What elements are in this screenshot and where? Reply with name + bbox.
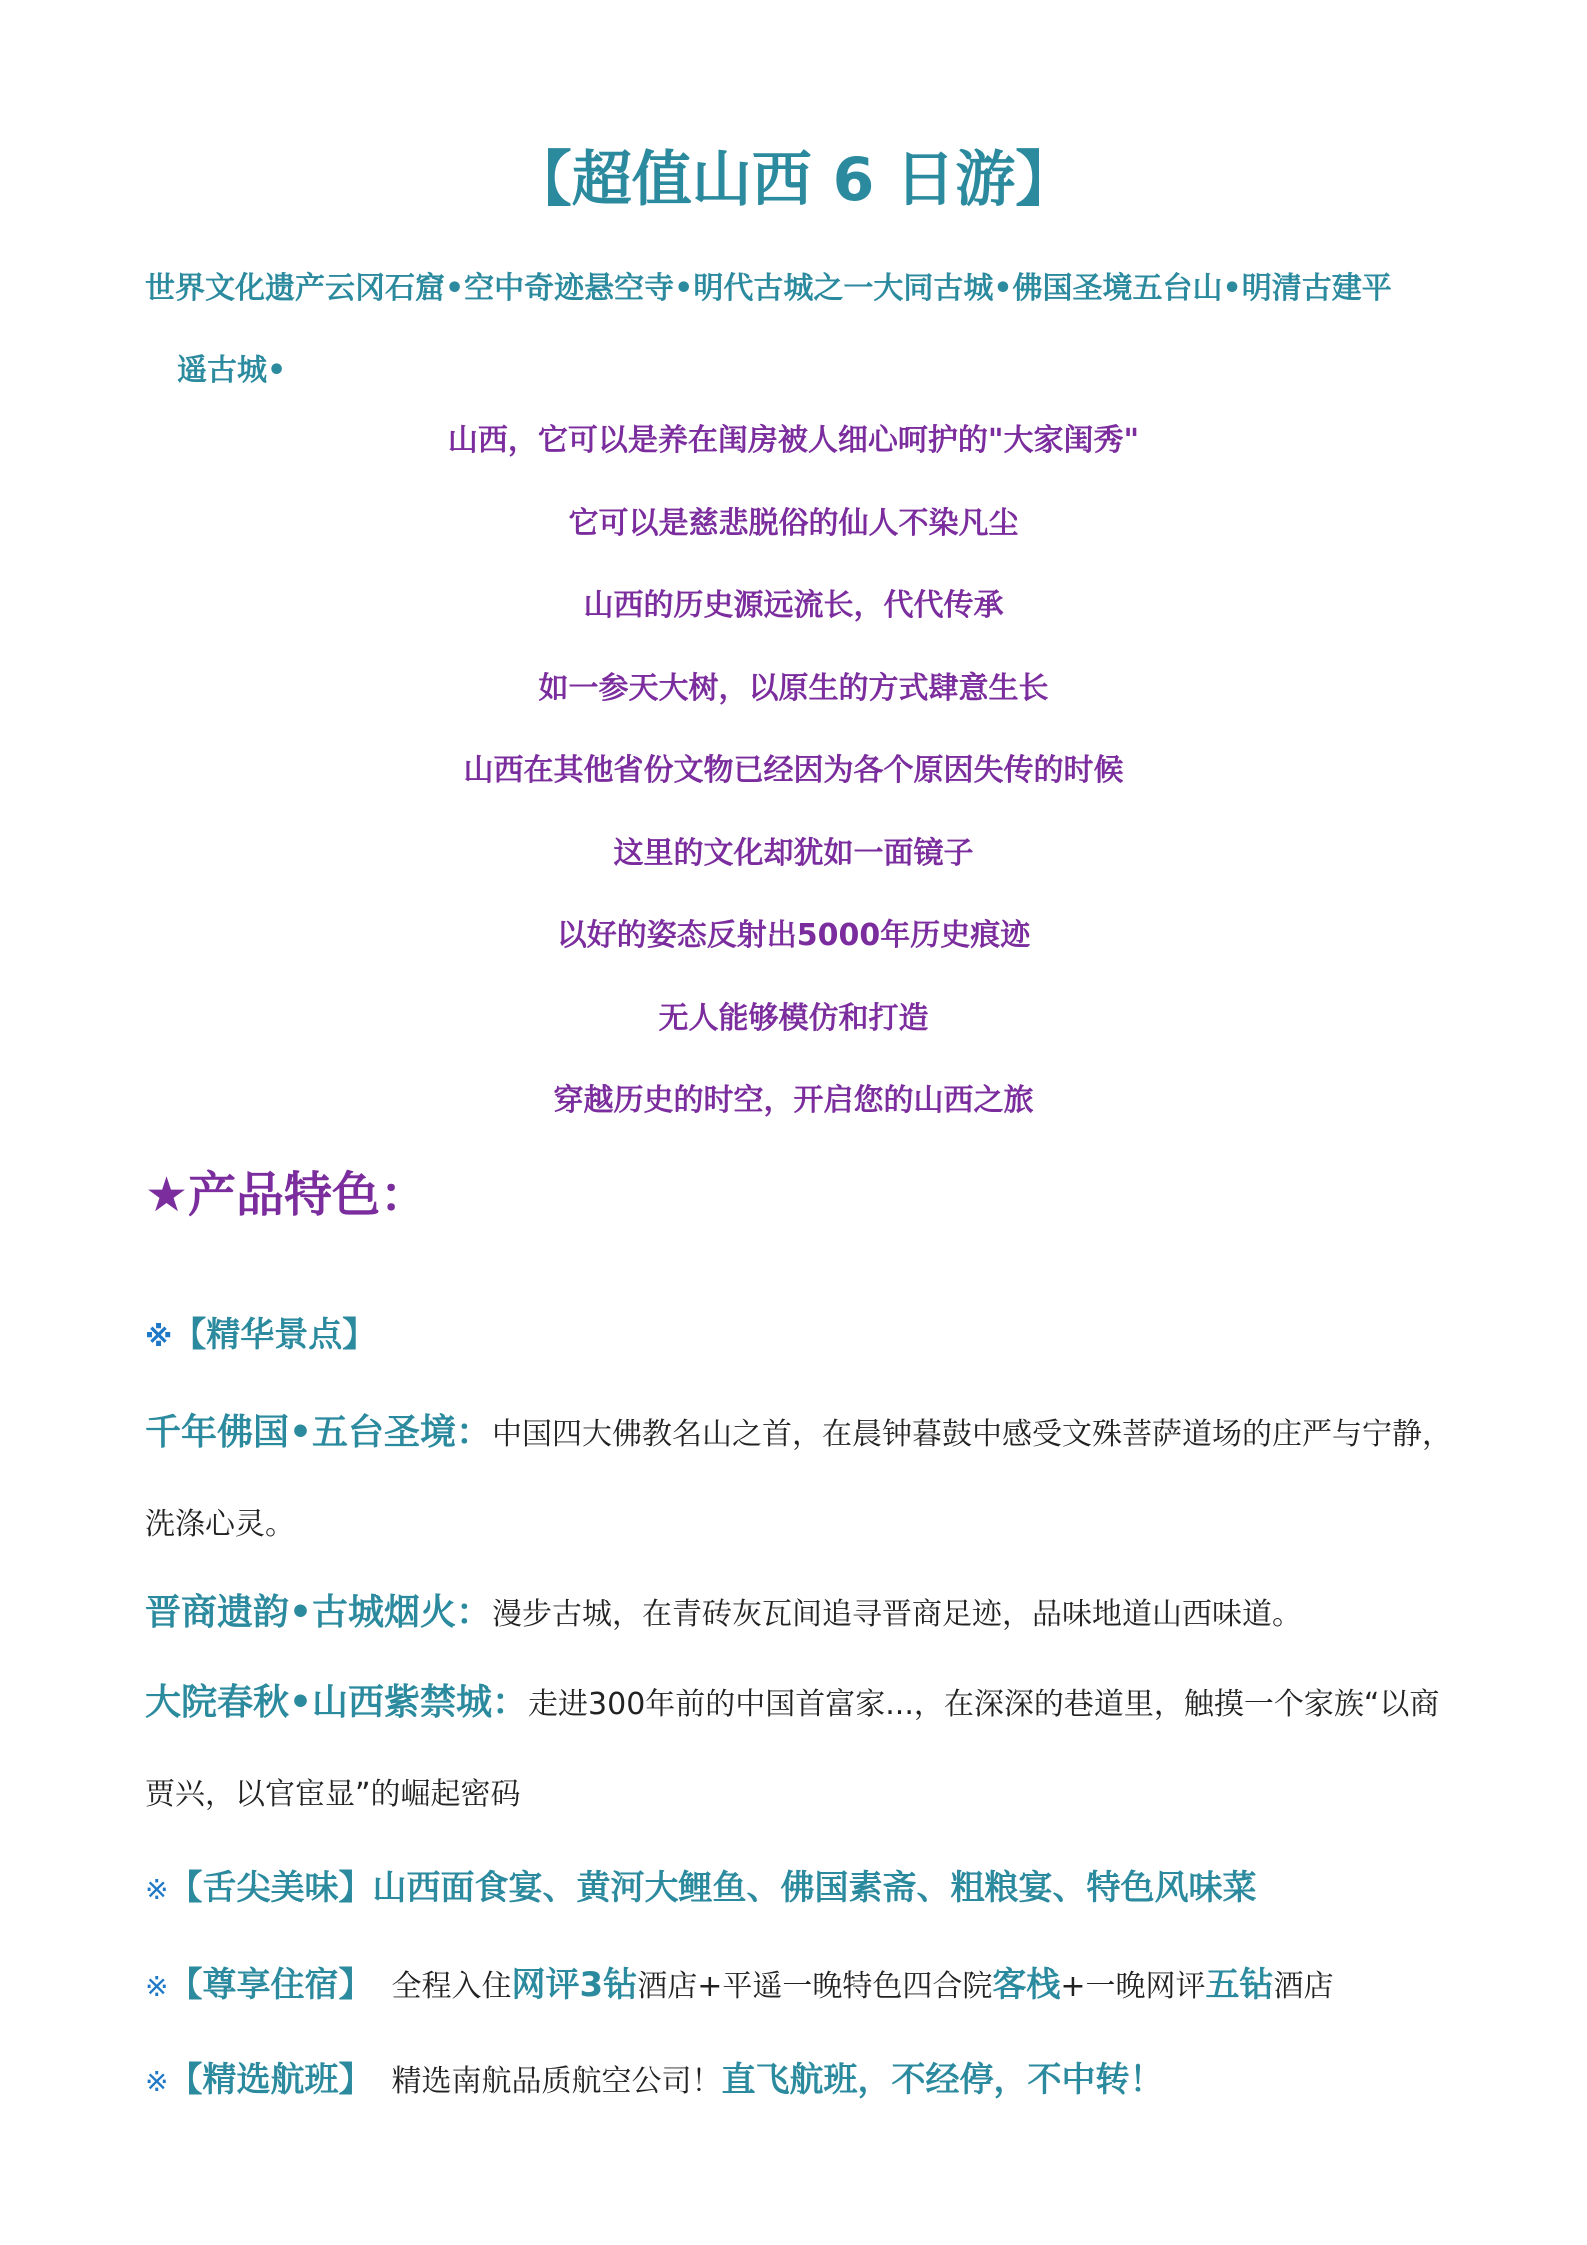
subtitle-line-2: 遥古城• (177, 353, 287, 388)
features-heading: ★产品特色： (145, 1167, 429, 1223)
hotel-text: 酒店+平遥一晚特色四合院 (637, 1969, 993, 2004)
food-section (145, 1858, 1545, 1920)
hotel-text: 全程入住 (391, 1969, 512, 2004)
scenic-heading: 【精华景点】 (172, 1315, 377, 1355)
subtitle-line-1: 世界文化遗产云冈石窟•空中奇迹悬空寺•明代古城之一大同古城•佛国圣境五台山•明清古建平 (145, 271, 1392, 306)
flight-section (145, 2050, 1545, 2112)
poem-line: 如一参天大树，以原生的方式肆意生长 (538, 670, 1049, 706)
scenic-item-title: 千年佛国•五台圣境： (145, 1412, 493, 1453)
scenic-item-title: 大院春秋•山西紫禁城： (145, 1682, 529, 1723)
poem-line: 山西在其他省份文物已经因为各个原因失传的时候 (463, 753, 1124, 788)
reference-mark-icon: ※ (145, 1970, 169, 2003)
hotel-highlight: 客栈 (992, 1965, 1061, 2005)
reference-mark-icon: ※ (145, 1320, 173, 1353)
poem-line: 无人能够模仿和打造 (658, 1000, 929, 1036)
scenic-item-title: 晋商遗韵•古城烟火： (145, 1592, 493, 1633)
scenic-item-desc: 中国四大佛教名山之首，在晨钟暮鼓中感受文殊菩萨道场的庄严与宁静，洗涤心灵。 (145, 1417, 1453, 1542)
poem-line: 山西的历史源远流长，代代传承 (583, 588, 1004, 623)
hotel-highlight: 五钻 (1205, 1965, 1274, 2005)
hotel-text: +一晚网评 (1060, 1969, 1206, 2004)
food-heading: 【舌尖美味】 (168, 1868, 373, 1908)
flight-heading: 【精选航班】 (168, 2060, 373, 2100)
poem-line: 它可以是慈悲脱俗的仙人不染凡尘 (568, 505, 1019, 541)
scenic-item-courtyard (145, 1658, 1465, 1840)
scenic-item-wutai (145, 1388, 1465, 1570)
subtitle (145, 248, 1465, 412)
poem-line: 以好的姿态反射出5000年历史痕迹 (556, 918, 1031, 953)
scenic-item-ancient-city (145, 1568, 1465, 1660)
poem-line: 这里的文化却犹如一面镜子 (613, 835, 974, 871)
scenic-item-desc: 漫步古城，在青砖灰瓦间追寻晋商足迹，品味地道山西味道。 (492, 1597, 1303, 1632)
poem-line: 穿越历史的时空，开启您的山西之旅 (553, 1083, 1034, 1118)
reference-mark-icon: ※ (145, 1873, 169, 1906)
scenic-item-desc: 走进300年前的中国首富家...，在深深的巷道里，触摸一个家族“以商贾兴，以官宦显”的崛起密码 (145, 1687, 1440, 1812)
hotel-section (145, 1955, 1545, 2017)
hotel-text: 酒店 (1273, 1969, 1334, 2004)
hotel-heading: 【尊享住宿】 (168, 1965, 373, 2005)
intro-poem (0, 400, 1587, 1143)
page-title: 【超值山西 6 日游】 (511, 145, 1076, 215)
poem-line: 山西，它可以是养在闺房被人细心呵护的"大家闺秀" (447, 423, 1140, 458)
food-list: 山西面食宴、黄河大鲤鱼、佛国素斋、粗粮宴、特色风味菜 (372, 1868, 1257, 1908)
flight-highlight: 直飞航班，不经停，不中转！ (721, 2060, 1164, 2100)
flight-text: 精选南航品质航空公司！ (391, 2064, 722, 2099)
reference-mark-icon: ※ (145, 2065, 169, 2098)
hotel-highlight: 网评3钻 (511, 1965, 638, 2005)
scenic-section-heading (145, 1305, 1465, 1367)
